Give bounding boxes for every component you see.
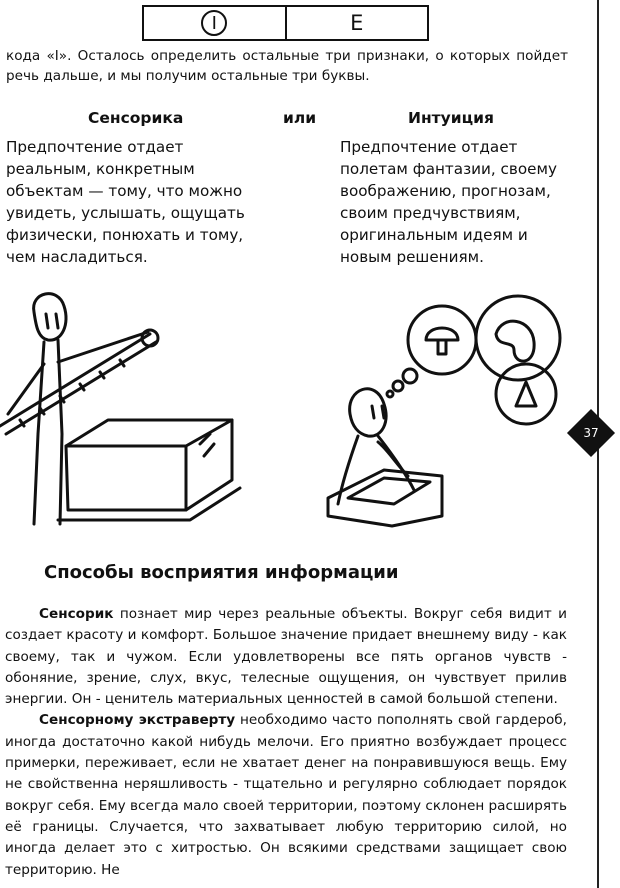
term-sensor: Сенсорик xyxy=(39,606,114,622)
figure-head xyxy=(34,294,66,340)
desc-line: физически, понюхать и тому, xyxy=(6,226,244,244)
paragraph-text: познает мир через реальные объекты. Вокруг себя видит и создает красоту и комфорт. Большое значение придает внешнему виду - как своему, так и чужом. Если удовлетворены все пять органов чувств - обоняние, зрение, слух, вкус, телесные ощущения, он чувствует прилив энергии. Он - ценитель материальных ценностей в самой большой степени. xyxy=(5,606,567,708)
section-title: Способы восприятия информации xyxy=(44,562,399,583)
desc-line: Предпочтение отдает xyxy=(6,138,184,156)
thought-bubble-triangle xyxy=(496,364,556,424)
intuition-description xyxy=(340,136,557,268)
code-cell-right xyxy=(285,7,428,39)
code-letter: E xyxy=(350,11,364,35)
thought-bubble-kidney xyxy=(476,296,560,380)
paragraph-sensor xyxy=(5,604,567,710)
page-number: 37 xyxy=(583,426,599,440)
sensor-measuring-illustration xyxy=(0,284,262,538)
desc-line: объектам — тому, что можно xyxy=(6,182,243,200)
paragraph-sensory-extravert xyxy=(5,710,567,880)
intro-paragraph: кода «I». Осталось определить остальные три признаки, о которых пойдет речь дальше, и мы получим остальные три буквы. xyxy=(6,48,568,84)
sensing-heading: Сенсорика xyxy=(88,109,184,127)
intuitive-dreaming-illustration xyxy=(318,294,580,534)
term-sensory-extravert: Сенсорному экстраверту xyxy=(39,712,236,729)
desc-line: чем насладиться. xyxy=(6,248,148,266)
desc-line: реальным, конкретным xyxy=(6,160,195,178)
desc-line: полетам фантазии, своему xyxy=(340,160,557,178)
paragraph-text: необходимо часто пополнять свой гардероб, иногда достаточно какой нибудь мелочи. Его приятно возбуждает процесс примерки, переживает, если не хватает денег на понравившуюся вещь. Ему не свойственна неряшливость - тщательно и регулярно соблюдает порядок вокруг себя. Ему всегда мало своей территории, поэтому склонен расширять её границы. Случается, что захватывает любую территорию силой, но иногда делает это с хитростью. Он всякими средствами защищает свою территорию. Не xyxy=(5,712,567,878)
intuition-heading: Интуиция xyxy=(408,109,494,127)
dreamer-head xyxy=(350,389,386,436)
desc-line: своим предчувствиям, xyxy=(340,204,521,222)
desc-line: оригинальным идеям и xyxy=(340,226,528,244)
circled-letter: I xyxy=(201,10,227,36)
desc-line: увидеть, услышать, ощущать xyxy=(6,204,245,222)
or-word: или xyxy=(283,109,317,127)
body-text xyxy=(5,604,567,881)
desc-line: Предпочтение отдает xyxy=(340,138,518,156)
desc-line: воображению, прогнозам, xyxy=(340,182,551,200)
sensing-description xyxy=(6,136,245,268)
code-cell-left xyxy=(144,7,285,39)
desc-line: новым решениям. xyxy=(340,248,484,266)
type-code-box xyxy=(142,5,429,41)
